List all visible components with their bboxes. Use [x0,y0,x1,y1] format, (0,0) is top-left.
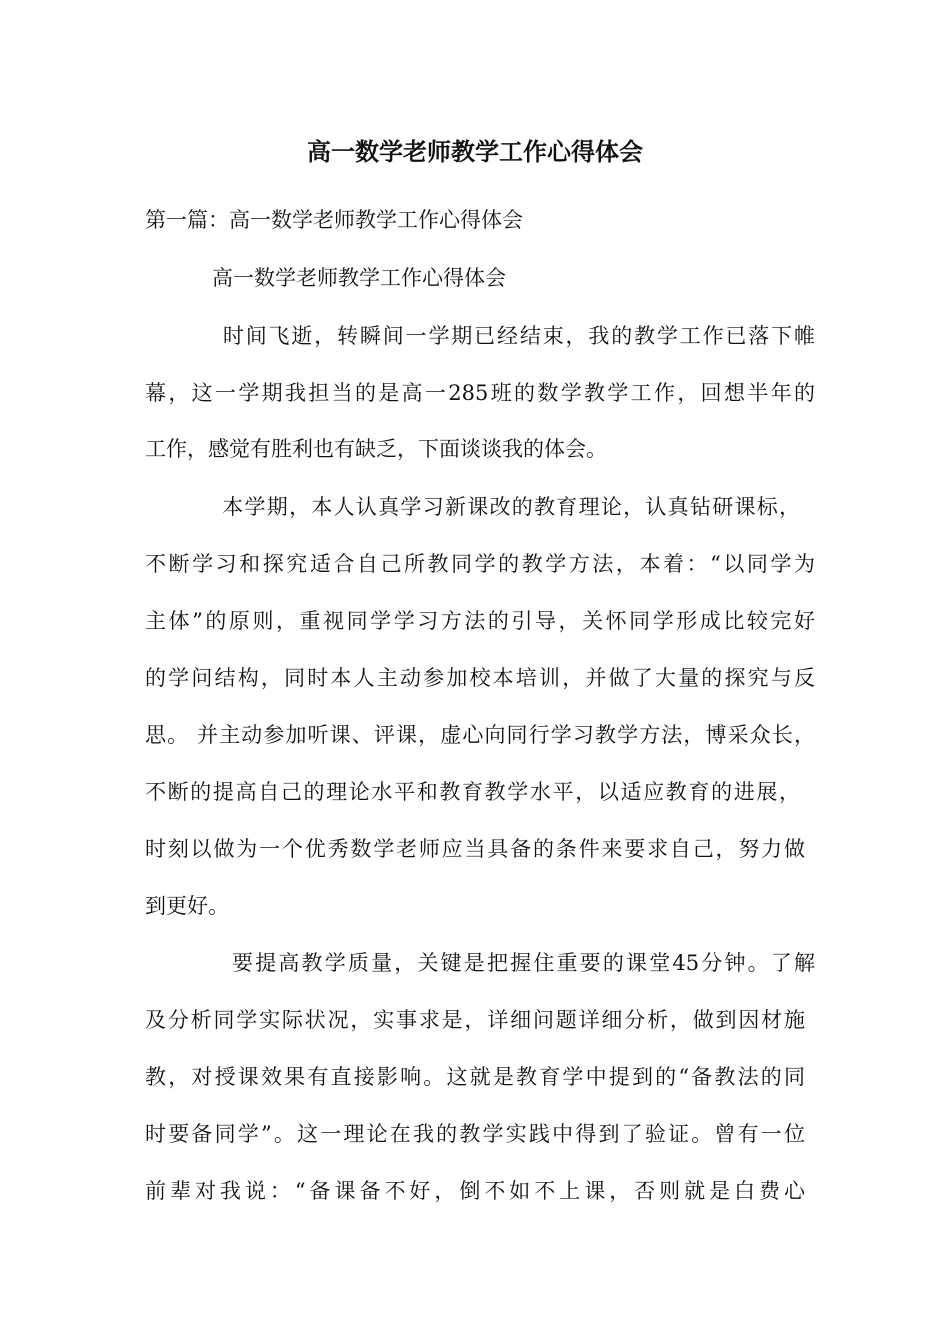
paragraph-2-line-8: 到更好。 [145,894,229,918]
paragraph-3-line-3: 教，对授课效果有直接影响。这就是教育学中提到的“备教法的同 [145,1065,805,1089]
subtitle: 高一数学老师教学工作心得体会 [212,266,506,290]
paragraph-1-line-2: 幕，这一学期我担当的是高一285班的数学教学工作，回想半年的 [145,381,815,405]
paragraph-3-line-4: 时要备同学”。这一理论在我的教学实践中得到了验证。曾有一位 [145,1122,805,1146]
section-heading: 第一篇：高一数学老师教学工作心得体会 [145,208,523,232]
paragraph-3-line-2: 及分析同学实际状况，实事求是，详细问题详细分析，做到因材施 [145,1008,805,1032]
document-title: 高一数学老师教学工作心得体会 [307,137,643,166]
paragraph-2-line-1: 本学期，本人认真学习新课改的教育理论，认真钻研课标， [200,495,800,519]
paragraph-2-line-5: 思。 并主动参加听课、评课，虚心向同行学习教学方法，博采众长， [145,723,815,747]
paragraph-2-line-4: 的学问结构，同时本人主动参加校本培训，并做了大量的探究与反 [145,666,815,690]
paragraph-1-line-1: 时间飞逝，转瞬间一学期已经结束，我的教学工作已落下帷 [200,324,815,348]
paragraph-1-line-3: 工作，感觉有胜利也有缺乏，下面谈谈我的体会。 [145,437,607,461]
paragraph-2-line-7: 时刻以做为一个优秀数学老师应当具备的条件来要求自己，努力做 [145,837,805,861]
paragraph-3-line-1: 要提高教学质量，关键是把握住重要的课堂45分钟。了解 [200,951,815,975]
paragraph-2-line-2: 不断学习和探究适合自己所教同学的教学方法，本着：“以同学为 [145,552,815,576]
paragraph-3-line-5: 前辈对我说：“备课备不好，倒不如不上课，否则就是白费心 [145,1179,805,1203]
paragraph-2-line-6: 不断的提高自己的理论水平和教育教学水平，以适应教育的进展， [145,780,800,804]
paragraph-2-line-3: 主体”的原则，重视同学学习方法的引导，关怀同学形成比较完好 [145,609,815,633]
